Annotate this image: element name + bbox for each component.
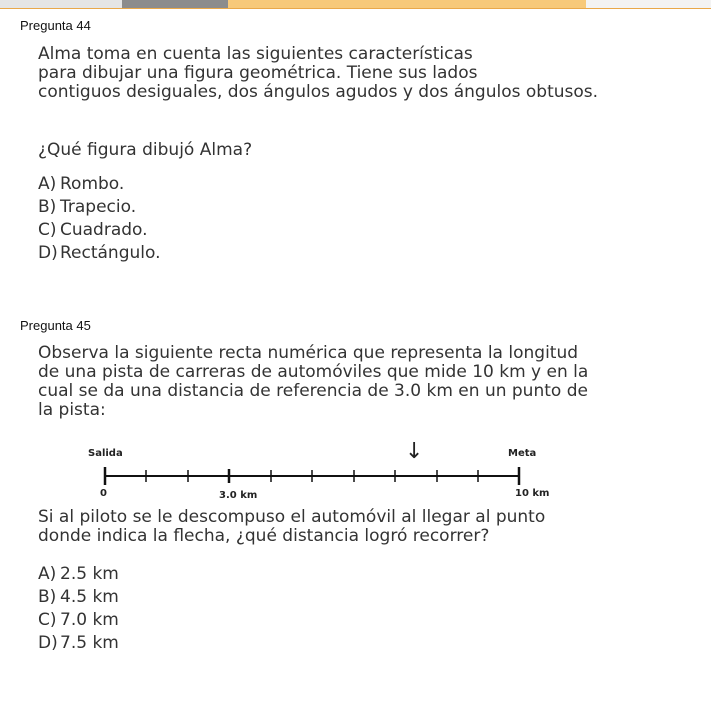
option-letter: A): [38, 174, 57, 194]
option-letter: C): [38, 220, 57, 240]
stem-line: la pista:: [38, 400, 106, 420]
option-text: Rectángulo.: [60, 243, 161, 263]
start-label: Salida: [88, 448, 123, 459]
option-c[interactable]: [38, 609, 119, 632]
stem-line: cual se da una distancia de referencia de 3.0 km en un punto de: [38, 381, 588, 401]
question-45-label: Pregunta 45: [20, 318, 91, 333]
question-line: Si al piloto se le descompuso el automóvil al llegar al punto: [38, 507, 546, 527]
option-letter: C): [38, 610, 57, 630]
option-letter: B): [38, 197, 57, 217]
question-line: donde indica la flecha, ¿qué distancia logró recorrer?: [38, 526, 490, 546]
option-letter: A): [38, 564, 57, 584]
option-letter: D): [38, 633, 58, 653]
option-text: 7.5 km: [60, 633, 119, 653]
option-text: Cuadrado.: [60, 220, 148, 240]
stem-line: Observa la siguiente recta numérica que representa la longitud: [38, 343, 579, 363]
option-letter: B): [38, 587, 57, 607]
stem-line: Alma toma en cuenta las siguientes características: [38, 44, 473, 64]
option-b[interactable]: [38, 586, 119, 609]
option-text: 4.5 km: [60, 587, 119, 607]
reference-label: 3.0 km: [219, 490, 258, 501]
stem-line: de una pista de carreras de automóviles que mide 10 km y en la: [38, 362, 589, 382]
zero-label: 0: [100, 488, 107, 499]
stem-line: para dibujar una figura geométrica. Tiene sus lados: [38, 63, 478, 83]
option-text: Rombo.: [60, 174, 125, 194]
question-45-question: [38, 508, 545, 546]
stem-line: contiguos desiguales, dos ángulos agudos y dos ángulos obtusos.: [38, 82, 599, 102]
question-45-options: [38, 563, 119, 655]
arrow-down-icon: ↓: [405, 439, 424, 464]
question-44-question: ¿Qué figura dibujó Alma?: [38, 140, 253, 160]
option-a[interactable]: [38, 563, 119, 586]
option-d[interactable]: [38, 632, 119, 655]
question-44-label: Pregunta 44: [20, 18, 91, 33]
option-text: Trapecio.: [60, 197, 137, 217]
option-text: 2.5 km: [60, 564, 119, 584]
option-text: 7.0 km: [60, 610, 119, 630]
end-label: Meta: [508, 448, 537, 459]
option-letter: D): [38, 243, 58, 263]
end-value-label: 10 km: [515, 488, 550, 499]
